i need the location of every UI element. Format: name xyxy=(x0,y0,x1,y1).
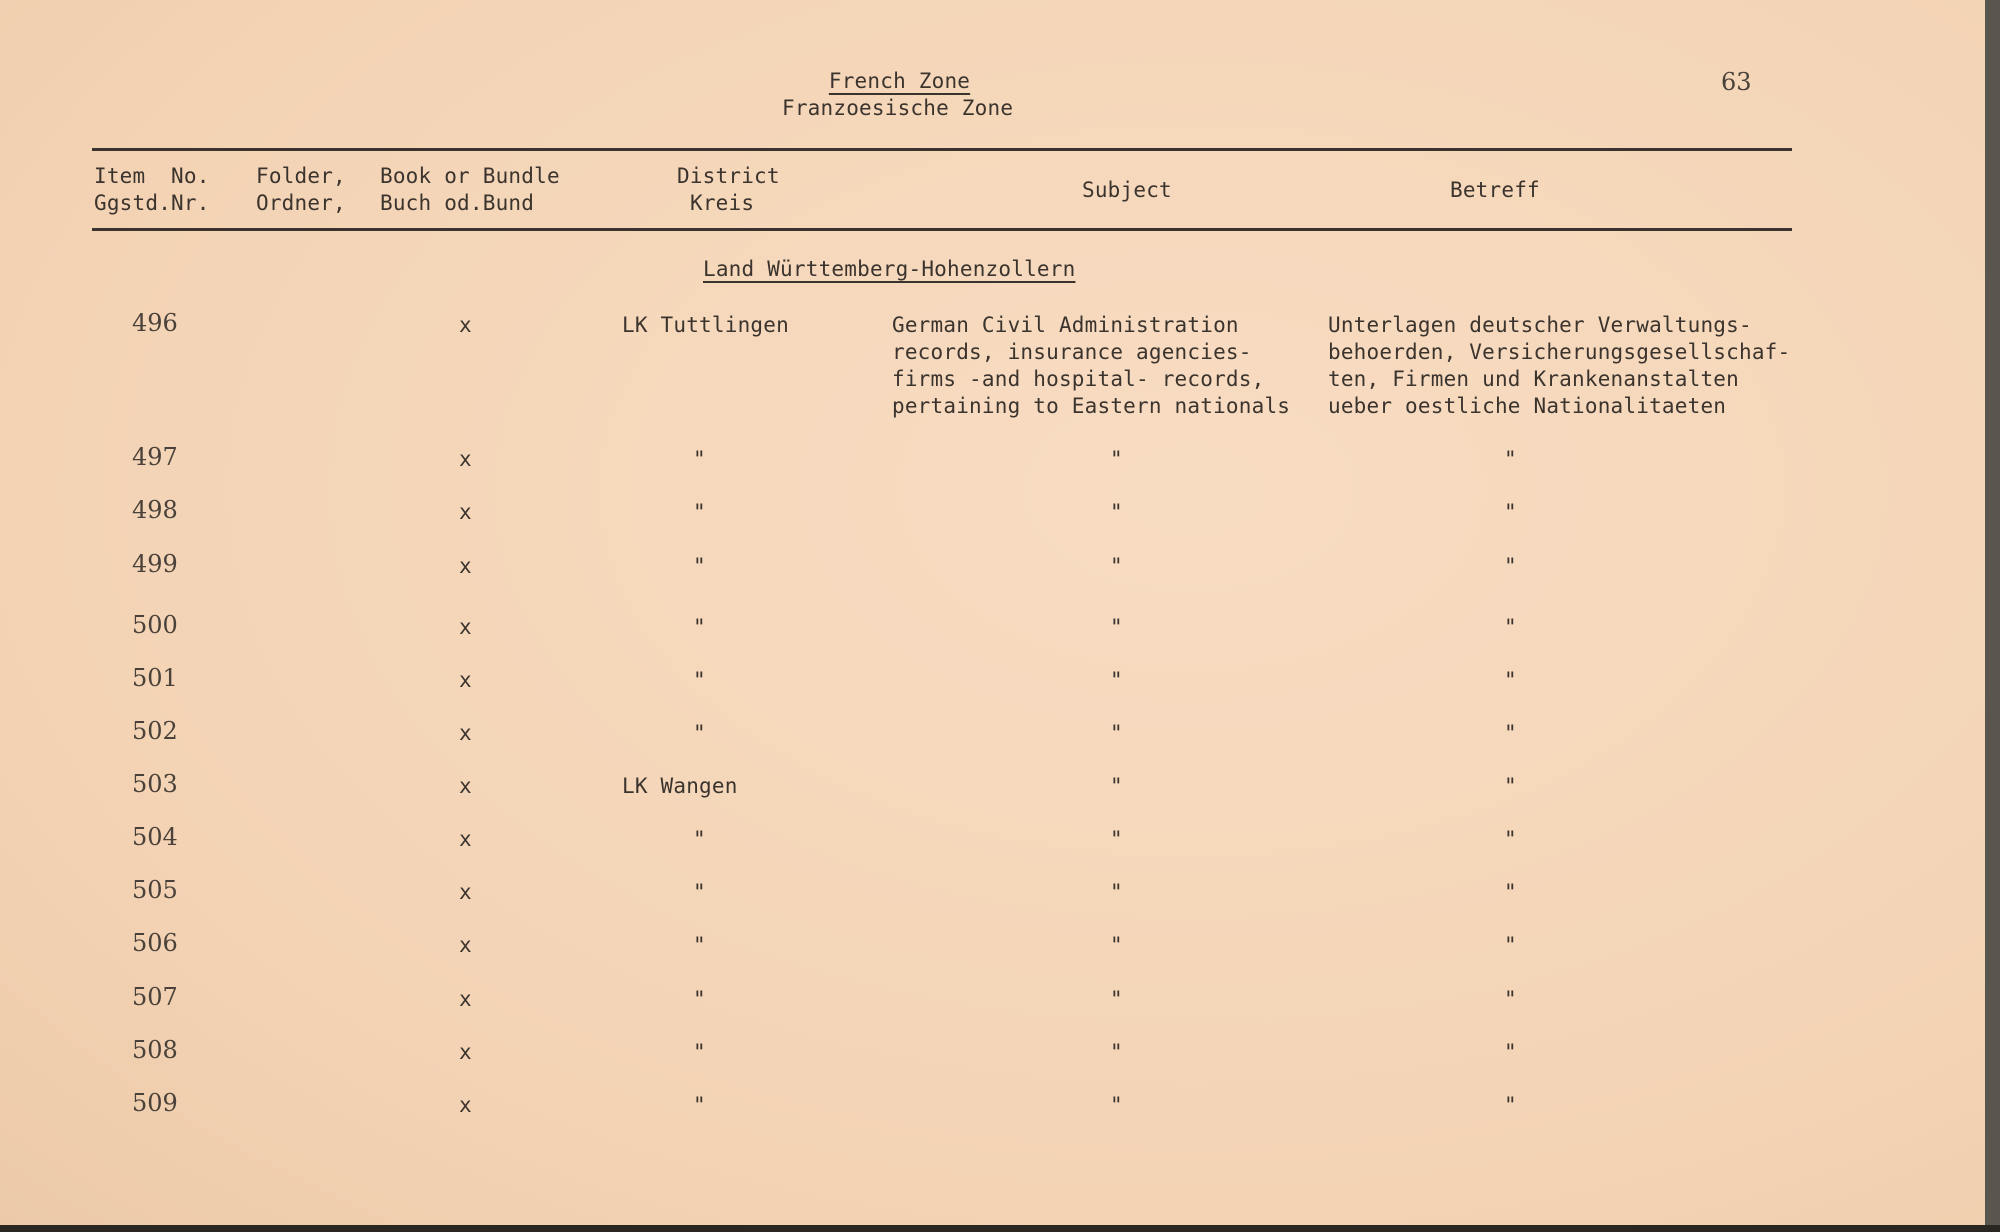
col-book-header-line2: Buch od.Bund xyxy=(380,191,535,215)
row-item-cell: 499 xyxy=(132,550,178,578)
row-item-cell: 500 xyxy=(132,611,178,639)
book-shadow xyxy=(0,1225,2000,1232)
row-book-cell: x xyxy=(459,774,472,798)
row-betreff-cell: " xyxy=(1504,1040,1517,1064)
row-subject-cell: German Civil Administration records, insurance agencies- firms -and hospital- records, pertaining to Eastern nationals xyxy=(892,313,1291,418)
row-district-cell: " xyxy=(693,554,706,578)
row-book-cell: x xyxy=(459,554,472,578)
book-edge xyxy=(1985,0,2000,1232)
col-district-header-line2: Kreis xyxy=(690,191,755,215)
row-book-cell: x xyxy=(459,987,472,1011)
row-subject-cell: " xyxy=(1110,933,1123,957)
row-book-cell: x xyxy=(459,880,472,904)
row-district-cell: " xyxy=(693,1040,706,1064)
header-top-rule xyxy=(92,148,1792,151)
row-subject-cell: " xyxy=(1110,721,1123,745)
col-item-header-line2: Ggstd.Nr. xyxy=(94,191,210,215)
zone-title-de: Franzoesische Zone xyxy=(782,96,1014,120)
row-betreff-cell: " xyxy=(1504,1093,1517,1117)
col-folder-header-line1: Folder, xyxy=(256,164,346,188)
row-item-cell: 501 xyxy=(132,664,178,692)
section-title: Land Württemberg-Hohenzollern xyxy=(703,257,1076,281)
row-district-cell: " xyxy=(693,880,706,904)
row-book-cell: x xyxy=(459,933,472,957)
row-book-cell: x xyxy=(459,1093,472,1117)
row-district-cell: LK Tuttlingen xyxy=(622,313,789,337)
zone-title-en: French Zone xyxy=(828,69,971,93)
header-bottom-rule xyxy=(92,228,1792,231)
row-betreff-cell: " xyxy=(1504,774,1517,798)
row-book-cell: x xyxy=(459,668,472,692)
row-subject-cell: " xyxy=(1110,500,1123,524)
row-district-cell: " xyxy=(693,615,706,639)
row-district-cell: " xyxy=(693,668,706,692)
row-item-cell: 496 xyxy=(132,309,178,337)
col-folder-header-line2: Ordner, xyxy=(256,191,346,215)
row-betreff-cell: " xyxy=(1504,668,1517,692)
col-book-header-line1: Book or Bundle xyxy=(380,164,560,188)
row-district-cell: " xyxy=(693,447,706,471)
row-book-cell: x xyxy=(459,313,472,337)
row-item-cell: 509 xyxy=(132,1089,178,1117)
row-district-cell: " xyxy=(693,827,706,851)
row-item-cell: 498 xyxy=(132,496,178,524)
row-item-cell: 502 xyxy=(132,717,178,745)
page-number: 63 xyxy=(1721,68,1752,96)
row-book-cell: x xyxy=(459,615,472,639)
row-item-cell: 508 xyxy=(132,1036,178,1064)
row-district-cell: LK Wangen xyxy=(622,774,738,798)
row-book-cell: x xyxy=(459,447,472,471)
row-subject-cell: " xyxy=(1110,554,1123,578)
row-betreff-cell: " xyxy=(1504,933,1517,957)
row-betreff-cell: " xyxy=(1504,500,1517,524)
col-subject-header: Subject xyxy=(1082,178,1172,202)
row-item-cell: 503 xyxy=(132,770,178,798)
row-book-cell: x xyxy=(459,827,472,851)
row-subject-cell: " xyxy=(1110,1093,1123,1117)
row-item-cell: 504 xyxy=(132,823,178,851)
row-item-cell: 505 xyxy=(132,876,178,904)
row-district-cell: " xyxy=(693,933,706,957)
row-subject-cell: " xyxy=(1110,880,1123,904)
row-item-cell: 497 xyxy=(132,443,178,471)
row-subject-cell: " xyxy=(1110,447,1123,471)
row-subject-cell: " xyxy=(1110,827,1123,851)
row-item-cell: 507 xyxy=(132,983,178,1011)
row-betreff-cell: " xyxy=(1504,447,1517,471)
row-subject-cell: " xyxy=(1110,1040,1123,1064)
row-book-cell: x xyxy=(459,1040,472,1064)
row-subject-cell: " xyxy=(1110,774,1123,798)
row-betreff-cell: " xyxy=(1504,615,1517,639)
row-district-cell: " xyxy=(693,1093,706,1117)
row-item-cell: 506 xyxy=(132,929,178,957)
row-district-cell: " xyxy=(693,721,706,745)
row-subject-cell: " xyxy=(1110,987,1123,1011)
row-betreff-cell: " xyxy=(1504,987,1517,1011)
row-betreff-cell: " xyxy=(1504,554,1517,578)
row-book-cell: x xyxy=(459,500,472,524)
row-betreff-cell: " xyxy=(1504,827,1517,851)
row-district-cell: " xyxy=(693,987,706,1011)
row-betreff-cell: " xyxy=(1504,880,1517,904)
col-betreff-header: Betreff xyxy=(1450,178,1540,202)
row-subject-cell: " xyxy=(1110,668,1123,692)
row-betreff-cell: Unterlagen deutscher Verwaltungs- behoerden, Versicherungsgesellschaf- ten, Firmen und Krankenanstalten ueber oestliche Nationalitaeten xyxy=(1328,313,1791,418)
col-item-header-line1: Item No. xyxy=(94,164,210,188)
row-book-cell: x xyxy=(459,721,472,745)
col-district-header-line1: District xyxy=(677,164,780,188)
row-district-cell: " xyxy=(693,500,706,524)
row-subject-cell: " xyxy=(1110,615,1123,639)
row-betreff-cell: " xyxy=(1504,721,1517,745)
